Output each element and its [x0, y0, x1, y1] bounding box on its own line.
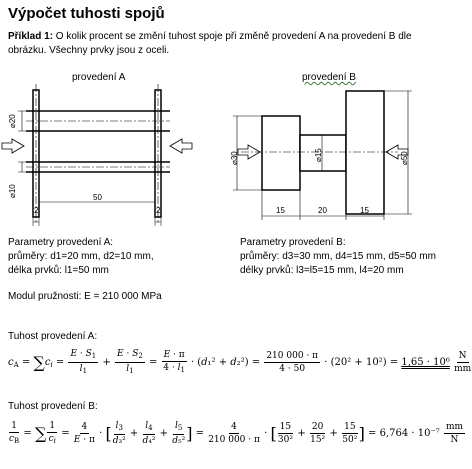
figure-a-dim-d20: ⌀20: [8, 114, 17, 128]
figure-a-dim-2-right: 2: [156, 206, 161, 215]
stiffness-a-unit-den: mm: [454, 364, 472, 374]
params-a-heading: Parametry provedení A:: [8, 237, 114, 248]
figure-a-dim-50: 50: [93, 193, 102, 202]
params-a-line2: délka prvků: l1=50 mm: [8, 265, 109, 276]
params-b-line2: délky prvků: l3=l5=15 mm, l4=20 mm: [240, 265, 404, 276]
figure-b-drawing: [0, 0, 458, 230]
figure-a-caption: provedení A: [72, 72, 126, 83]
stiffness-a-unit-num: N: [458, 351, 467, 361]
figure-b-caption: provedení B: [302, 72, 356, 83]
modulus-text: Modul pružnosti: E = 210 000 MPa: [8, 291, 162, 302]
figure-b-dim-15-left: 15: [276, 206, 285, 215]
figure-b-dim-15-right: 15: [360, 206, 369, 215]
stiffness-b-formula: $\frac{1}{c_B}$ = ∑ $\frac{1}{c_i}$ = $\frac{4}{E \cdot \pi}$ · [ $\frac{l_3}{\text{d₃²}}$ + $\frac{l_4}{\text{d₄²}}$ + $\frac{l_5}{\text{d₅²}}$ ] = $\frac{4}{210 000 \cdot \pi}$ · [ $\frac{15}{\text{30²}}$ + $\frac{20}{\text{15²}}$ + $\frac{15}{\text{50²}}$ ] = 6,764 · 10⁻⁷ $\frac{mm}{N}$: [9, 421, 464, 446]
stiffness-b-result: 6,764 · 10⁻⁷: [379, 428, 440, 439]
figure-b-dim-20: 20: [318, 206, 327, 215]
params-b: [240, 236, 436, 278]
params-b-heading: Parametry provedení B:: [240, 237, 346, 248]
intro-text: O kolik procent se změní tuhost spoje při změně provedení A na provedení B dle obrázku. Všechny prvky jsou z oceli.: [8, 31, 412, 56]
stiffness-a-formula: $c_A = \sum c_i$ = $\frac{E \cdot S_1}{l_1}$ + $\frac{E \cdot S_2}{l_1}$ = $\frac{E \cdot \pi}{4 \cdot l_1}$ · (d₁² + d₂²) = $\frac{210 000 \cdot \pi}{4 \cdot 50}$ · (20² + 10²) = 1,65 · 10⁶ $\frac{N}{mm}$: [8, 349, 472, 375]
figure-a-dim-2-left: 2: [34, 206, 39, 215]
stiffness-a-result: 1,65 · 10⁶: [401, 357, 450, 368]
stiffness-a-heading: Tuhost provedení A:: [8, 331, 98, 342]
params-a: [8, 236, 154, 278]
params-a-line1: průměry: d1=20 mm, d2=10 mm,: [8, 251, 154, 262]
stiffness-b-unit-den: N: [450, 435, 459, 445]
page-title: Výpočet tuhosti spojů: [8, 5, 165, 22]
figure-a-dim-d10: ⌀10: [8, 184, 17, 198]
params-b-line1: průměry: d3=30 mm, d4=15 mm, d5=50 mm: [240, 251, 436, 262]
intro-label: Příklad 1:: [8, 31, 54, 42]
stiffness-b-unit-num: mm: [445, 422, 464, 432]
figure-b-dim-d50: ⌀50: [400, 151, 409, 165]
stiffness-b-heading: Tuhost provedení B:: [8, 401, 98, 412]
figure-b-dim-d15: ⌀15: [314, 148, 323, 162]
figure-b-dim-d30: ⌀30: [230, 151, 239, 165]
